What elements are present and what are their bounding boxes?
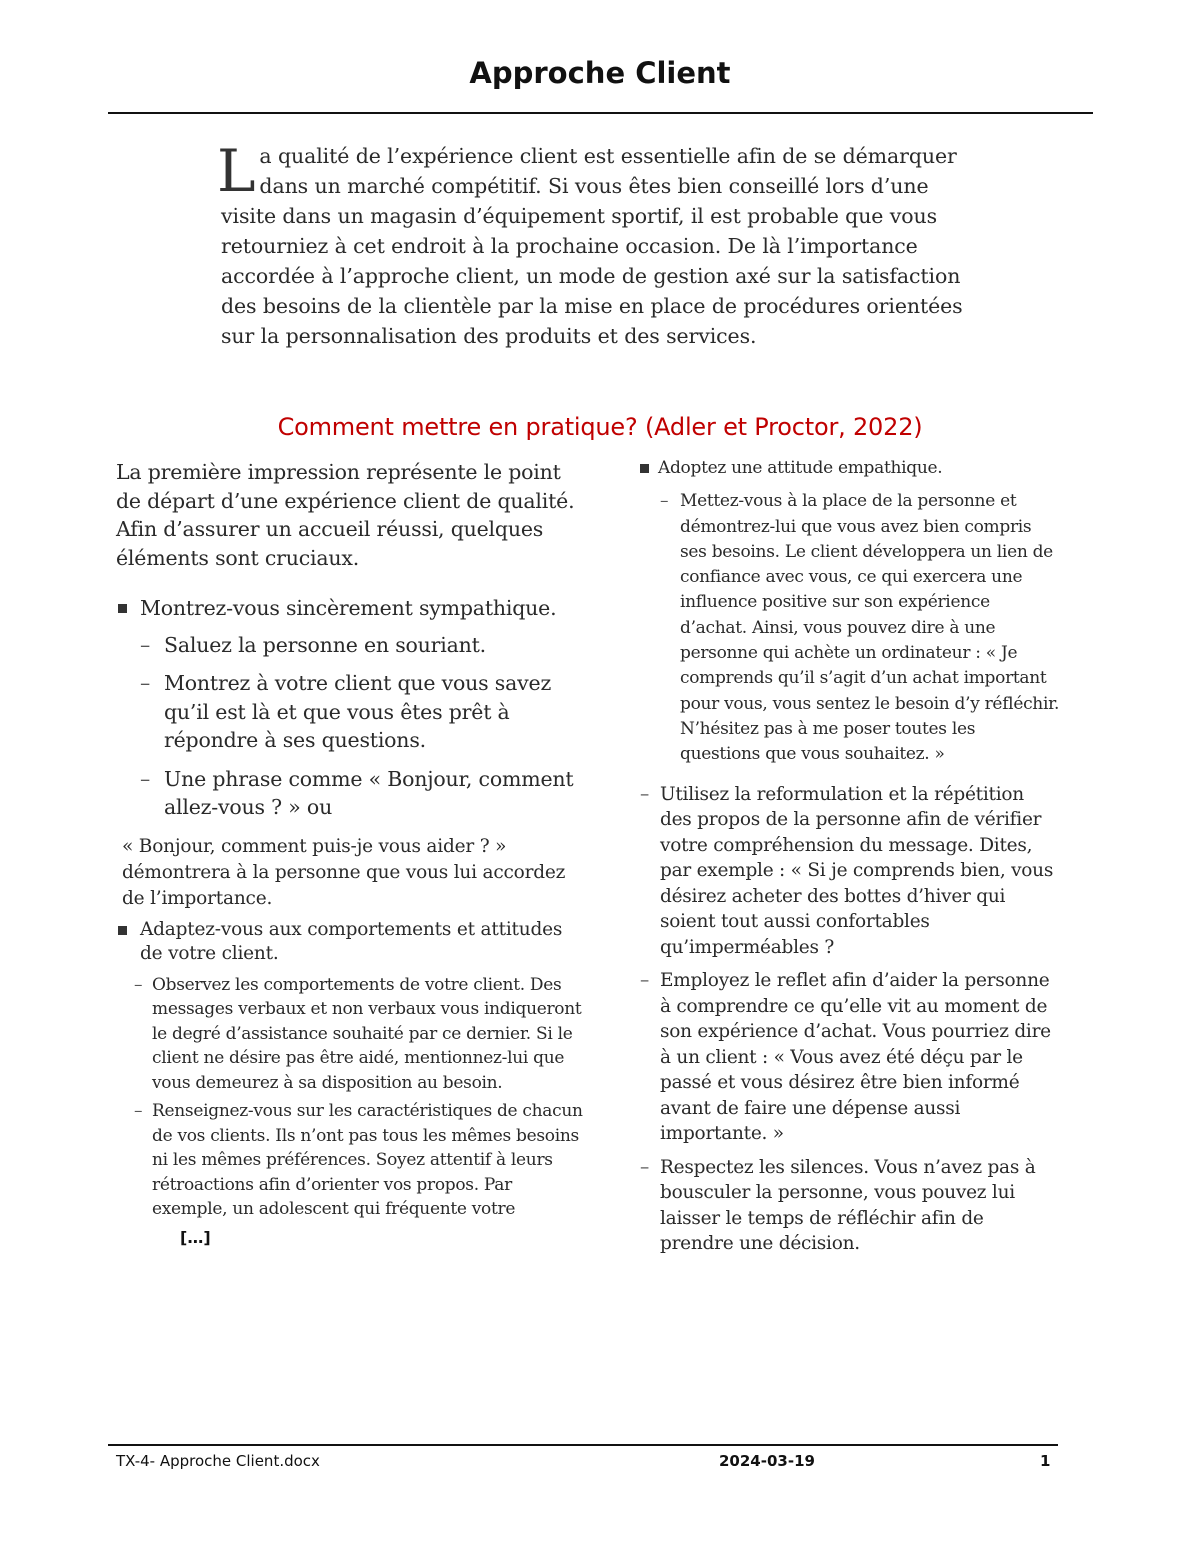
- dash-icon: –: [140, 766, 151, 791]
- drop-cap: L: [217, 137, 256, 205]
- list-item: [640, 489, 1060, 767]
- right-column: [640, 456, 1060, 1257]
- dash-icon: –: [140, 632, 151, 657]
- list-item-text: Renseignez-vous sur les caractéristiques de chacun de vos clients. Ils n’ont pas tous les mêmes besoins ni les mêmes préférences. Soyez attentif à leurs rétroactions afin d’orienter vos propos. Par exemple, un adolescent qui fréquente votre: [152, 1101, 583, 1219]
- continuation-paragraph: « Bonjour, comment puis-je vous aider ? » démontrera à la personne que vous lui accordez de l’importance.: [122, 835, 566, 909]
- list-item: [640, 1155, 1060, 1257]
- dash-icon: –: [640, 783, 649, 805]
- dash-icon: –: [640, 970, 649, 992]
- dash-icon: –: [140, 671, 151, 695]
- list-item: [116, 973, 586, 1096]
- intro-paragraph: [217, 137, 981, 351]
- footer-divider: [108, 1444, 1058, 1446]
- dash-icon: –: [134, 1101, 143, 1121]
- list-item-text: Respectez les silences. Vous n’avez pas à bousculer la personne, vous pouvez lui laisser le temps de réfléchir afin de prendre une décision.: [660, 1156, 1036, 1255]
- list-item: [116, 765, 586, 822]
- list-item-text: Saluez la personne en souriant.: [164, 632, 486, 657]
- list-item: [116, 669, 586, 755]
- list-item: [116, 1099, 586, 1222]
- bullet-adaptez: [116, 918, 586, 967]
- bullet-empathique: [640, 456, 1060, 481]
- list-item: [116, 631, 586, 660]
- square-bullet-icon: [640, 464, 649, 473]
- footer-date: 2024-03-19: [719, 1452, 815, 1470]
- bullet-text: Montrez-vous sincèrement sympathique.: [140, 596, 557, 620]
- bullet-text: Adoptez une attitude empathique.: [658, 458, 943, 478]
- square-bullet-icon: [118, 604, 127, 613]
- lead-paragraph: La première impression représente le point de départ d’une expérience client de qualité. Afin d’assurer un accueil réussi, quelques éléments sont cruciaux.: [116, 460, 575, 570]
- list-item-text: Une phrase comme « Bonjour, comment allez-vous ? » ou: [164, 766, 574, 819]
- section-heading: Comment mettre en pratique? (Adler et Proctor, 2022): [277, 413, 923, 441]
- dash-icon: –: [660, 491, 669, 512]
- list-item-text: Employez le reflet afin d’aider la personne à comprendre ce qu’elle vit au moment de son expérience d’achat. Vous pourriez dire à un client : « Vous avez été déçu par le passé et vous désirez être bien informé avant de faire une dépense aussi importante. »: [660, 970, 1051, 1145]
- page-title: Approche Client: [469, 56, 731, 90]
- dash-icon: –: [134, 974, 143, 995]
- list-item: [640, 968, 1060, 1147]
- list-item-text: Observez les comportements de votre client. Des messages verbaux et non verbaux vous indiqueront le degré d’assistance souhaité par ce dernier. Si le client ne désire pas être aidé, mentionnez-lui que vous demeurez à sa disposition au besoin.: [152, 974, 582, 1093]
- dash-icon: –: [640, 1156, 649, 1178]
- bullet-text: Adaptez-vous aux comportements et attitudes de votre client.: [140, 918, 563, 964]
- title-divider: [108, 112, 1093, 114]
- list-item-text: Mettez-vous à la place de la personne et démontrez-lui que vous avez bien compris ses besoins. Le client développera un lien de confiance avec vous, ce qui exercera une influence positive sur son expérience d’achat. Ainsi, vous pouvez dire à une personne qui achète un ordinateur : « Je comprends qu’il s’agit d’un achat important pour vous, vous sentez le besoin d’y réfléchir. N’hésitez pas à me poser toutes les questions que vous souhaitez. »: [680, 491, 1060, 765]
- footer-filename: TX-4- Approche Client.docx: [116, 1452, 320, 1470]
- footer-page-number: 1: [1040, 1452, 1051, 1470]
- intro-text: a qualité de l’expérience client est essentielle afin de se démarquer dans un marché compétitif. Si vous êtes bien conseillé lors d’une visite dans un magasin d’équipement sportif, il est probable que vous retourniez à cet endroit à la prochaine occasion. De là l’importance accordée à l’approche client, un mode de gestion axé sur la satisfaction des besoins de la clientèle par la mise en place de procédures orientées sur la personnalisation des produits et des services.: [221, 144, 963, 348]
- square-bullet-icon: [118, 926, 127, 935]
- left-column: [116, 458, 586, 1247]
- list-item-text: Utilisez la reformulation et la répétition des propos de la personne afin de vérifier votre compréhension du message. Dites, par exemple : « Si je comprends bien, vous désirez acheter des bottes d’hiver qui soient tout aussi confortables qu’imperméables ?: [660, 783, 1054, 958]
- bullet-sympathique: [116, 594, 586, 623]
- ellipsis-marker: […]: [180, 1227, 211, 1247]
- list-item-text: Montrez à votre client que vous savez qu’il est là et que vous êtes prêt à répondre à ses questions.: [164, 671, 552, 752]
- list-item: [640, 782, 1060, 961]
